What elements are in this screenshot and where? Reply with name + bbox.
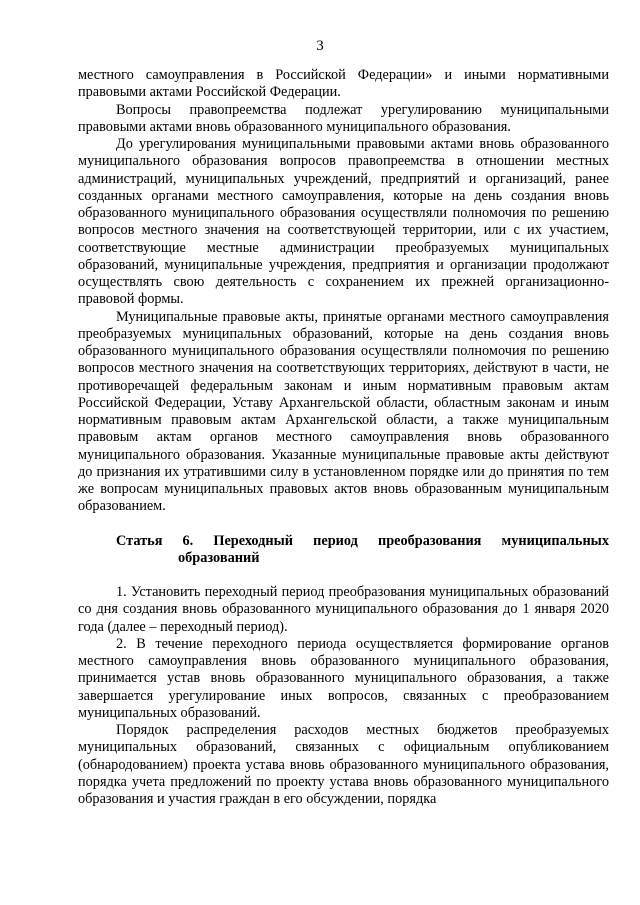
article-6-heading-line1: Статья 6. Переходный период преобразования муниципальных: [116, 532, 609, 549]
article-6-item-1: 1. Установить переходный период преобразования муниципальных образований со дня создания вновь образованного муниципального образования до 1 января 2020 года (далее – переходный период).: [78, 584, 609, 635]
document-body: [78, 67, 609, 808]
article-6-heading-line2: образований: [178, 549, 260, 566]
paragraph-continuation: местного самоуправления в Российской Федерации» и иными нормативными правовыми актами Российской Федерации.: [78, 67, 609, 101]
paragraph-succession-regulation: Вопросы правопреемства подлежат урегулированию муниципальными правовыми актами вновь образованного муниципального образования.: [78, 101, 609, 135]
article-6-heading: [78, 533, 609, 568]
paragraph-municipal-acts: Муниципальные правовые акты, принятые органами местного самоуправления преобразуемых муниципальных образований, которые на день создания вновь образованного муниципального образования осуществляли полномочия по решению вопросов местного значения на соответствующих территориях, действуют в части, не противоречащей федеральным законам и иным нормативным правовым актам Российской Федерации, Уставу Архангельской области, областным законам и иным нормативным правовым актам Архангельской области, а также муниципальным правовым актам органов местного самоуправления вновь образованного муниципального образования. Указанные муниципальные правовые акты действуют до признания их утратившими силу в установленном порядке или до принятия по тем же вопросам муниципальных правовых актов вновь образованным муниципальным образованием.: [78, 308, 609, 515]
paragraph-until-regulation: До урегулирования муниципальными правовыми актами вновь образованного муниципального образования вопросов правопреемства в отношении местных администраций, муниципальных учреждений, предприятий и организаций, ранее созданных органами местного самоуправления, которые на день создания вновь образованного муниципального образования осуществляли полномочия по решению вопросов местного значения на соответствующей территории, или с их участием, соответствующие местные администрации преобразуемых муниципальных образований, муниципальные учреждения, предприятия и организации продолжают осуществлять свою деятельность с сохранением их прежней организационно-правовой формы.: [78, 136, 609, 308]
article-6-item-2: 2. В течение переходного периода осуществляется формирование органов местного самоуправления вновь образованного муниципального образования, принимается устав вновь образованного муниципального образования, а также завершается урегулирование иных вопросов, связанных с преобразованием муниципальных образований.: [78, 635, 609, 721]
article-6-paragraph-expenses: Порядок распределения расходов местных бюджетов преобразуемых муниципальных образований, связанных с официальным опубликованием (обнародованием) проекта устава вновь образованного муниципального образования, порядка учета предложений по проекту устава вновь образованного муниципального образования и участия граждан в его обсуждении, порядка: [78, 722, 609, 807]
page-number: 3: [316, 38, 324, 54]
